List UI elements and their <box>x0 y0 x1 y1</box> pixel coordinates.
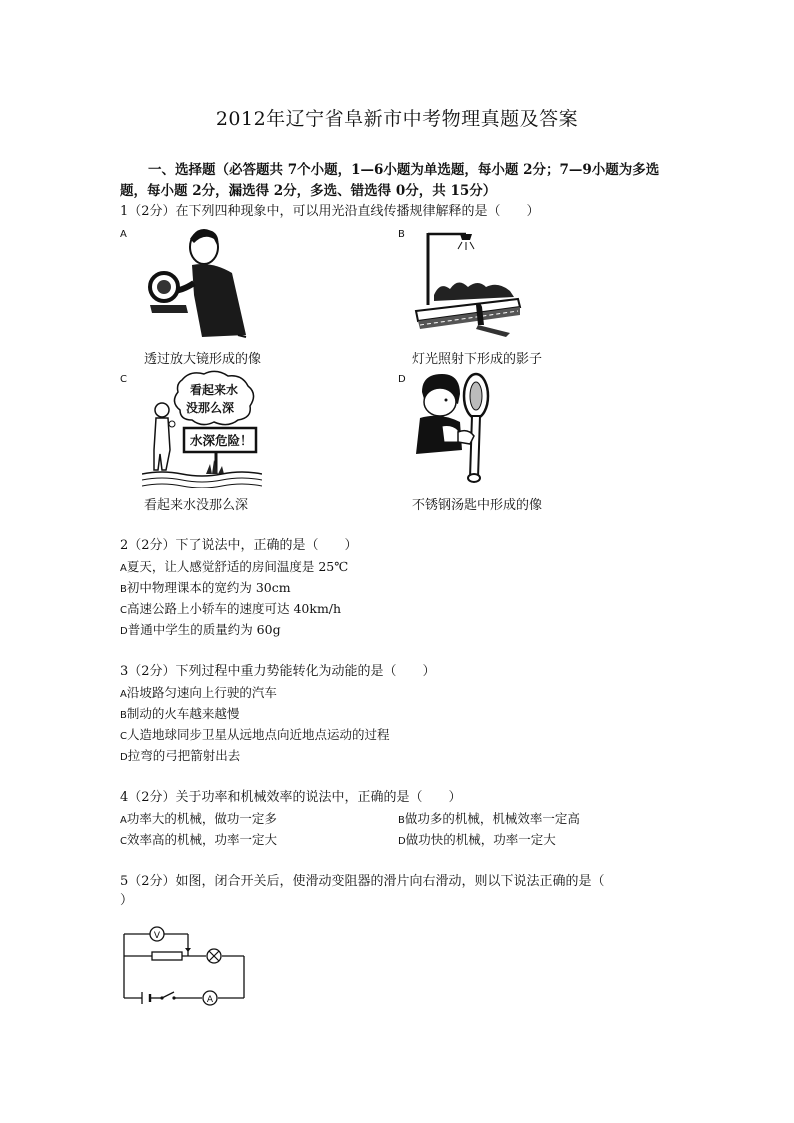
q1-option-c-caption: 看起来水没那么深 <box>144 498 249 513</box>
q4-option-c <box>120 830 277 852</box>
q3-option-b-text: 制动的火车越来越慢 <box>126 706 240 721</box>
q1-option-d-caption: 不锈钢汤匙中形成的像 <box>412 498 543 513</box>
q2-option-a <box>120 557 348 579</box>
q4-option-c-letter: C <box>120 836 127 847</box>
q2-option-a-text: 夏天，让人感觉舒适的房间温度是 25℃ <box>126 559 349 574</box>
q3-option-b <box>120 704 239 726</box>
q4-option-a <box>120 809 277 831</box>
q1-option-b-caption: 灯光照射下形成的影子 <box>412 352 543 367</box>
q4-option-d-letter: D <box>398 836 406 847</box>
q4-stem: 4（2分）关于功率和机械效率的说法中，正确的是（ ） <box>120 790 462 805</box>
q1-figure-magnifier <box>142 225 252 343</box>
q2-option-d-text: 普通中学生的质量约为 60g <box>127 622 281 637</box>
q5-circuit-diagram <box>118 914 250 1006</box>
q3-option-c <box>120 725 390 747</box>
q3-option-d <box>120 746 240 768</box>
q1-bubble-line1: 看起来水 <box>190 383 239 397</box>
q1-option-a-letter: A <box>120 229 127 240</box>
q1-figure-shadow <box>410 225 522 341</box>
q3-stem: 3（2分）下列过程中重力势能转化为动能的是（ ） <box>120 664 436 679</box>
q3-option-a <box>120 683 277 705</box>
q3-option-d-text: 拉弯的弓把箭射出去 <box>127 748 241 763</box>
q4-option-b <box>398 809 580 831</box>
page-title: 2012年辽宁省阜新市中考物理真题及答案 <box>215 108 579 130</box>
q1-option-d-letter: D <box>398 374 406 385</box>
q1-option-a-caption: 透过放大镜形成的像 <box>144 352 262 367</box>
q3-option-c-letter: C <box>120 731 127 742</box>
q2-option-c-letter: C <box>120 605 127 616</box>
q4-option-b-text: 做功多的机械，机械效率一定高 <box>404 811 580 826</box>
q2-option-c-text: 高速公路上小轿车的速度可达 40km/h <box>126 601 342 616</box>
q4-option-d <box>398 830 556 852</box>
q4-option-a-letter: A <box>120 815 127 826</box>
q1-figure-water-depth <box>142 370 262 488</box>
q4-option-c-text: 效率高的机械，功率一定大 <box>126 832 277 847</box>
q2-option-b-letter: B <box>120 584 127 595</box>
q1-option-c-letter: C <box>120 374 127 385</box>
q3-option-d-letter: D <box>120 752 128 763</box>
q1-figure-spoon <box>412 370 504 484</box>
q4-option-d-text: 做功快的机械，功率一定大 <box>405 832 556 847</box>
q2-option-b <box>120 578 291 600</box>
q1-stem: 1（2分）在下列四种现象中，可以用光沿直线传播规律解释的是（ ） <box>120 204 540 219</box>
q2-option-d <box>120 620 281 642</box>
q5-stem-line2: ） <box>120 893 134 908</box>
section-heading-text: 一、选择题（必答题共 7个小题，1—6小题为单选题，每小题 2分；7—9小题为多选题，每小题 2分，漏选得 2分，多选、错选得 0分，共 15分） <box>120 162 660 199</box>
q3-option-a-text: 沿坡路匀速向上行驶的汽车 <box>126 685 277 700</box>
q3-option-b-letter: B <box>120 710 127 721</box>
q1-bubble-line2: 没那么深 <box>186 401 235 415</box>
q4-option-a-text: 功率大的机械，做功一定多 <box>126 811 277 826</box>
q5-stem-line1: 5（2分）如图，闭合开关后，使滑动变阻器的滑片向右滑动，则以下说法正确的是（ <box>120 874 605 889</box>
q2-stem: 2（2分）下了说法中，正确的是（ ） <box>120 538 358 553</box>
q1-option-b-letter: B <box>398 229 405 240</box>
q3-option-c-text: 人造地球同步卫星从远地点向近地点运动的过程 <box>126 727 390 742</box>
q2-option-d-letter: D <box>120 626 128 637</box>
q5-ammeter-label: A <box>206 995 214 1005</box>
q2-option-b-text: 初中物理课本的宽约为 30cm <box>126 580 291 595</box>
section-heading <box>120 160 680 202</box>
q4-option-b-letter: B <box>398 815 405 826</box>
q3-option-a-letter: A <box>120 689 127 700</box>
q2-option-c <box>120 599 341 621</box>
q2-option-a-letter: A <box>120 563 127 574</box>
q5-voltmeter-label: V <box>153 931 161 941</box>
q1-sign-text: 水深危险！ <box>190 433 253 448</box>
